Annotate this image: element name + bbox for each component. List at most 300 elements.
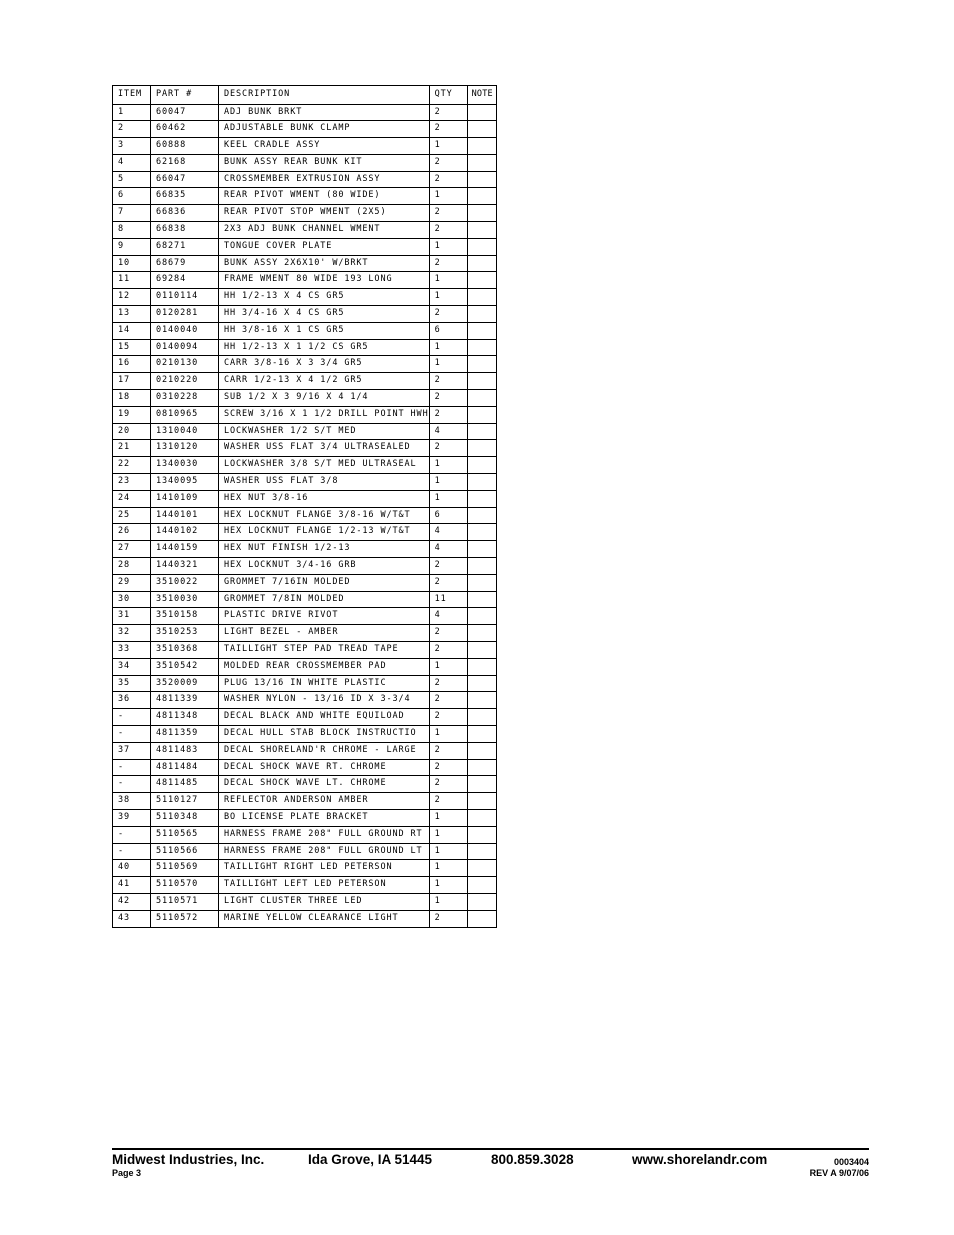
cell-item: 7 xyxy=(113,205,151,222)
cell-description: BO LICENSE PLATE BRACKET xyxy=(219,809,430,826)
cell-item: 11 xyxy=(113,272,151,289)
cell-note xyxy=(467,457,496,474)
table-row xyxy=(113,524,497,541)
cell-description: DECAL BLACK AND WHITE EQUILOAD xyxy=(219,709,430,726)
cell-qty: 2 xyxy=(429,574,467,591)
cell-item: 34 xyxy=(113,658,151,675)
table-row xyxy=(113,877,497,894)
table-row xyxy=(113,809,497,826)
cell-description: HH 1/2-13 X 1 1/2 CS GR5 xyxy=(219,339,430,356)
cell-note xyxy=(467,423,496,440)
cell-description: TONGUE COVER PLATE xyxy=(219,238,430,255)
cell-item: 26 xyxy=(113,524,151,541)
cell-item: 30 xyxy=(113,591,151,608)
cell-part-number: 62168 xyxy=(151,154,219,171)
cell-description: HH 3/8-16 X 1 CS GR5 xyxy=(219,322,430,339)
cell-item: 41 xyxy=(113,877,151,894)
table-row xyxy=(113,860,497,877)
cell-qty: 2 xyxy=(429,692,467,709)
cell-item: 16 xyxy=(113,356,151,373)
cell-part-number: 3510022 xyxy=(151,574,219,591)
cell-qty: 2 xyxy=(429,390,467,407)
table-row xyxy=(113,440,497,457)
cell-description: HARNESS FRAME 208" FULL GROUND LT xyxy=(219,843,430,860)
cell-part-number: 1340095 xyxy=(151,474,219,491)
cell-part-number: 1440321 xyxy=(151,558,219,575)
cell-qty: 1 xyxy=(429,272,467,289)
cell-item: 42 xyxy=(113,893,151,910)
cell-item: 25 xyxy=(113,507,151,524)
cell-item: 33 xyxy=(113,642,151,659)
cell-part-number: 5110565 xyxy=(151,826,219,843)
cell-note xyxy=(467,356,496,373)
cell-part-number: 60888 xyxy=(151,138,219,155)
cell-description: GROMMET 7/8IN MOLDED xyxy=(219,591,430,608)
cell-qty: 2 xyxy=(429,406,467,423)
cell-note xyxy=(467,826,496,843)
table-row xyxy=(113,474,497,491)
cell-item: 32 xyxy=(113,625,151,642)
cell-note xyxy=(467,759,496,776)
cell-description: KEEL CRADLE ASSY xyxy=(219,138,430,155)
table-row xyxy=(113,843,497,860)
cell-note xyxy=(467,893,496,910)
cell-note xyxy=(467,306,496,323)
cell-part-number: 60462 xyxy=(151,121,219,138)
table-row xyxy=(113,171,497,188)
cell-item: 23 xyxy=(113,474,151,491)
cell-item: 3 xyxy=(113,138,151,155)
cell-note xyxy=(467,675,496,692)
cell-note xyxy=(467,591,496,608)
cell-qty: 1 xyxy=(429,356,467,373)
cell-description: MARINE YELLOW CLEARANCE LIGHT xyxy=(219,910,430,927)
cell-qty: 2 xyxy=(429,558,467,575)
cell-qty: 4 xyxy=(429,541,467,558)
cell-note xyxy=(467,877,496,894)
cell-description: GROMMET 7/16IN MOLDED xyxy=(219,574,430,591)
table-row xyxy=(113,390,497,407)
cell-qty: 2 xyxy=(429,625,467,642)
cell-item: 13 xyxy=(113,306,151,323)
cell-qty: 2 xyxy=(429,121,467,138)
cell-item: - xyxy=(113,843,151,860)
cell-qty: 1 xyxy=(429,339,467,356)
table-row xyxy=(113,339,497,356)
cell-description: 2X3 ADJ BUNK CHANNEL WMENT xyxy=(219,222,430,239)
cell-note xyxy=(467,373,496,390)
cell-item: 2 xyxy=(113,121,151,138)
cell-item: 10 xyxy=(113,255,151,272)
cell-description: ADJ BUNK BRKT xyxy=(219,104,430,121)
cell-part-number: 66836 xyxy=(151,205,219,222)
cell-note xyxy=(467,171,496,188)
cell-part-number: 1410109 xyxy=(151,490,219,507)
cell-part-number: 1310040 xyxy=(151,423,219,440)
table-row xyxy=(113,490,497,507)
cell-part-number: 66047 xyxy=(151,171,219,188)
cell-qty: 2 xyxy=(429,759,467,776)
cell-description: HEX NUT FINISH 1/2-13 xyxy=(219,541,430,558)
cell-part-number: 3510158 xyxy=(151,608,219,625)
cell-item: 9 xyxy=(113,238,151,255)
table-row xyxy=(113,289,497,306)
cell-qty: 1 xyxy=(429,843,467,860)
table-row xyxy=(113,104,497,121)
cell-item: 31 xyxy=(113,608,151,625)
cell-qty: 2 xyxy=(429,154,467,171)
cell-note xyxy=(467,658,496,675)
cell-qty: 1 xyxy=(429,474,467,491)
cell-part-number: 3510368 xyxy=(151,642,219,659)
cell-part-number: 69284 xyxy=(151,272,219,289)
cell-part-number: 66838 xyxy=(151,222,219,239)
cell-item: 40 xyxy=(113,860,151,877)
cell-note xyxy=(467,255,496,272)
cell-qty: 1 xyxy=(429,658,467,675)
cell-item: - xyxy=(113,725,151,742)
cell-description: REAR PIVOT STOP WMENT (2X5) xyxy=(219,205,430,222)
cell-qty: 11 xyxy=(429,591,467,608)
cell-qty: 2 xyxy=(429,709,467,726)
cell-description: LOCKWASHER 1/2 S/T MED xyxy=(219,423,430,440)
cell-qty: 2 xyxy=(429,910,467,927)
cell-qty: 2 xyxy=(429,222,467,239)
cell-part-number: 0120281 xyxy=(151,306,219,323)
parts-table-header xyxy=(113,86,497,105)
table-row xyxy=(113,121,497,138)
cell-item: - xyxy=(113,776,151,793)
cell-item: 35 xyxy=(113,675,151,692)
cell-note xyxy=(467,608,496,625)
footer-divider xyxy=(112,1148,869,1150)
cell-description: LOCKWASHER 3/8 S/T MED ULTRASEAL xyxy=(219,457,430,474)
cell-qty: 2 xyxy=(429,255,467,272)
footer-doc-number: 0003404 xyxy=(833,1157,869,1167)
cell-note xyxy=(467,490,496,507)
cell-qty: 2 xyxy=(429,306,467,323)
cell-qty: 1 xyxy=(429,826,467,843)
footer-location: Ida Grove, IA 51445 xyxy=(308,1152,433,1167)
cell-note xyxy=(467,121,496,138)
cell-item: 19 xyxy=(113,406,151,423)
cell-item: - xyxy=(113,826,151,843)
cell-item: 29 xyxy=(113,574,151,591)
cell-qty: 1 xyxy=(429,893,467,910)
table-row xyxy=(113,205,497,222)
table-row xyxy=(113,255,497,272)
table-row xyxy=(113,826,497,843)
cell-description: PLASTIC DRIVE RIVOT xyxy=(219,608,430,625)
cell-description: HEX NUT 3/8-16 xyxy=(219,490,430,507)
cell-description: HARNESS FRAME 208" FULL GROUND RT xyxy=(219,826,430,843)
cell-part-number: 0140094 xyxy=(151,339,219,356)
cell-note xyxy=(467,339,496,356)
parts-table-body xyxy=(113,104,497,927)
cell-description: HEX LOCKNUT FLANGE 3/8-16 W/T&T xyxy=(219,507,430,524)
table-row xyxy=(113,507,497,524)
cell-qty: 1 xyxy=(429,188,467,205)
cell-qty: 2 xyxy=(429,171,467,188)
cell-description: CARR 3/8-16 X 3 3/4 GR5 xyxy=(219,356,430,373)
cell-note xyxy=(467,809,496,826)
cell-description: SUB 1/2 X 3 9/16 X 4 1/4 xyxy=(219,390,430,407)
cell-part-number: 5110572 xyxy=(151,910,219,927)
cell-description: WASHER USS FLAT 3/4 ULTRASEALED xyxy=(219,440,430,457)
cell-note xyxy=(467,541,496,558)
cell-part-number: 5110348 xyxy=(151,809,219,826)
cell-qty: 1 xyxy=(429,238,467,255)
cell-qty: 1 xyxy=(429,289,467,306)
cell-part-number: 1310120 xyxy=(151,440,219,457)
cell-qty: 2 xyxy=(429,440,467,457)
parts-list-table xyxy=(112,85,497,928)
cell-item: 22 xyxy=(113,457,151,474)
cell-qty: 6 xyxy=(429,507,467,524)
cell-note xyxy=(467,625,496,642)
cell-qty: 1 xyxy=(429,877,467,894)
cell-qty: 2 xyxy=(429,776,467,793)
cell-part-number: 5110570 xyxy=(151,877,219,894)
table-row xyxy=(113,910,497,927)
cell-qty: 1 xyxy=(429,860,467,877)
table-row xyxy=(113,322,497,339)
cell-description: BUNK ASSY REAR BUNK KIT xyxy=(219,154,430,171)
cell-item: 4 xyxy=(113,154,151,171)
cell-part-number: 0810965 xyxy=(151,406,219,423)
cell-part-number: 3510542 xyxy=(151,658,219,675)
table-row xyxy=(113,406,497,423)
header-description: DESCRIPTION xyxy=(219,86,430,105)
cell-part-number: 4811483 xyxy=(151,742,219,759)
footer-revision: REV A 9/07/06 xyxy=(809,1168,869,1178)
cell-description: LIGHT BEZEL - AMBER xyxy=(219,625,430,642)
cell-part-number: 66835 xyxy=(151,188,219,205)
cell-note xyxy=(467,104,496,121)
cell-item: 14 xyxy=(113,322,151,339)
cell-part-number: 1440102 xyxy=(151,524,219,541)
cell-item: 1 xyxy=(113,104,151,121)
cell-description: CARR 1/2-13 X 4 1/2 GR5 xyxy=(219,373,430,390)
cell-part-number: 1340030 xyxy=(151,457,219,474)
header-row xyxy=(113,86,497,105)
cell-part-number: 4811348 xyxy=(151,709,219,726)
cell-description: LIGHT CLUSTER THREE LED xyxy=(219,893,430,910)
cell-part-number: 0210130 xyxy=(151,356,219,373)
table-row xyxy=(113,457,497,474)
cell-part-number: 5110571 xyxy=(151,893,219,910)
cell-note xyxy=(467,843,496,860)
cell-description: TAILLIGHT RIGHT LED PETERSON xyxy=(219,860,430,877)
cell-note xyxy=(467,322,496,339)
cell-note xyxy=(467,440,496,457)
cell-qty: 1 xyxy=(429,457,467,474)
table-row xyxy=(113,238,497,255)
cell-note xyxy=(467,154,496,171)
cell-note xyxy=(467,860,496,877)
cell-qty: 2 xyxy=(429,675,467,692)
cell-description: REAR PIVOT WMENT (80 WIDE) xyxy=(219,188,430,205)
cell-item: 17 xyxy=(113,373,151,390)
table-row xyxy=(113,725,497,742)
cell-item: 6 xyxy=(113,188,151,205)
cell-item: - xyxy=(113,709,151,726)
cell-note xyxy=(467,390,496,407)
cell-note xyxy=(467,558,496,575)
table-row xyxy=(113,373,497,390)
table-row xyxy=(113,692,497,709)
cell-item: - xyxy=(113,759,151,776)
header-part-number: PART # xyxy=(151,86,219,105)
cell-note xyxy=(467,776,496,793)
cell-qty: 2 xyxy=(429,104,467,121)
cell-qty: 2 xyxy=(429,642,467,659)
table-row xyxy=(113,574,497,591)
footer-website: www.shorelandr.com xyxy=(632,1152,768,1167)
table-row xyxy=(113,541,497,558)
cell-qty: 2 xyxy=(429,793,467,810)
table-row xyxy=(113,222,497,239)
header-item: ITEM xyxy=(113,86,151,105)
cell-item: 20 xyxy=(113,423,151,440)
cell-part-number: 3520009 xyxy=(151,675,219,692)
cell-qty: 1 xyxy=(429,809,467,826)
header-qty: QTY xyxy=(429,86,467,105)
table-row xyxy=(113,742,497,759)
cell-part-number: 0140040 xyxy=(151,322,219,339)
table-row xyxy=(113,776,497,793)
table-row xyxy=(113,591,497,608)
cell-part-number: 4811339 xyxy=(151,692,219,709)
cell-description: PLUG 13/16 IN WHITE PLASTIC xyxy=(219,675,430,692)
cell-description: REFLECTOR ANDERSON AMBER xyxy=(219,793,430,810)
cell-note xyxy=(467,642,496,659)
cell-item: 12 xyxy=(113,289,151,306)
cell-note xyxy=(467,188,496,205)
cell-note xyxy=(467,289,496,306)
cell-description: TAILLIGHT LEFT LED PETERSON xyxy=(219,877,430,894)
cell-item: 36 xyxy=(113,692,151,709)
table-row xyxy=(113,356,497,373)
cell-note xyxy=(467,406,496,423)
table-row xyxy=(113,658,497,675)
cell-description: HEX LOCKNUT FLANGE 1/2-13 W/T&T xyxy=(219,524,430,541)
cell-item: 8 xyxy=(113,222,151,239)
cell-item: 21 xyxy=(113,440,151,457)
cell-item: 5 xyxy=(113,171,151,188)
cell-description: BUNK ASSY 2X6X10' W/BRKT xyxy=(219,255,430,272)
table-row xyxy=(113,558,497,575)
cell-note xyxy=(467,272,496,289)
cell-item: 24 xyxy=(113,490,151,507)
cell-qty: 4 xyxy=(429,524,467,541)
cell-note xyxy=(467,692,496,709)
cell-part-number: 0310228 xyxy=(151,390,219,407)
cell-part-number: 3510253 xyxy=(151,625,219,642)
cell-part-number: 68271 xyxy=(151,238,219,255)
table-row xyxy=(113,188,497,205)
cell-description: HEX LOCKNUT 3/4-16 GRB xyxy=(219,558,430,575)
table-row xyxy=(113,625,497,642)
cell-item: 43 xyxy=(113,910,151,927)
table-row xyxy=(113,306,497,323)
cell-description: WASHER NYLON - 13/16 ID X 3-3/4 xyxy=(219,692,430,709)
cell-qty: 1 xyxy=(429,138,467,155)
cell-note xyxy=(467,742,496,759)
cell-qty: 1 xyxy=(429,490,467,507)
cell-qty: 6 xyxy=(429,322,467,339)
table-row xyxy=(113,642,497,659)
table-row xyxy=(113,423,497,440)
cell-item: 18 xyxy=(113,390,151,407)
header-note: NOTE xyxy=(467,86,496,105)
cell-part-number: 5110566 xyxy=(151,843,219,860)
cell-part-number: 5110569 xyxy=(151,860,219,877)
cell-part-number: 5110127 xyxy=(151,793,219,810)
cell-description: ADJUSTABLE BUNK CLAMP xyxy=(219,121,430,138)
cell-description: HH 1/2-13 X 4 CS GR5 xyxy=(219,289,430,306)
cell-note xyxy=(467,205,496,222)
cell-part-number: 1440159 xyxy=(151,541,219,558)
cell-item: 39 xyxy=(113,809,151,826)
table-row xyxy=(113,759,497,776)
cell-part-number: 68679 xyxy=(151,255,219,272)
cell-note xyxy=(467,725,496,742)
cell-item: 37 xyxy=(113,742,151,759)
cell-part-number: 4811485 xyxy=(151,776,219,793)
cell-note xyxy=(467,138,496,155)
cell-qty: 2 xyxy=(429,205,467,222)
cell-part-number: 1440101 xyxy=(151,507,219,524)
cell-note xyxy=(467,709,496,726)
cell-note xyxy=(467,474,496,491)
cell-note xyxy=(467,574,496,591)
table-row xyxy=(113,793,497,810)
footer-phone: 800.859.3028 xyxy=(491,1152,574,1167)
cell-description: DECAL SHORELAND'R CHROME - LARGE xyxy=(219,742,430,759)
cell-description: CROSSMEMBER EXTRUSION ASSY xyxy=(219,171,430,188)
cell-note xyxy=(467,507,496,524)
cell-item: 28 xyxy=(113,558,151,575)
cell-item: 38 xyxy=(113,793,151,810)
cell-note xyxy=(467,793,496,810)
cell-description: HH 3/4-16 X 4 CS GR5 xyxy=(219,306,430,323)
cell-item: 27 xyxy=(113,541,151,558)
cell-qty: 2 xyxy=(429,742,467,759)
cell-part-number: 4811484 xyxy=(151,759,219,776)
footer-page-number: Page 3 xyxy=(112,1168,142,1178)
cell-qty: 4 xyxy=(429,608,467,625)
footer-company: Midwest Industries, Inc. xyxy=(112,1152,265,1167)
cell-description: DECAL SHOCK WAVE RT. CHROME xyxy=(219,759,430,776)
cell-item: 15 xyxy=(113,339,151,356)
table-row xyxy=(113,154,497,171)
cell-description: DECAL SHOCK WAVE LT. CHROME xyxy=(219,776,430,793)
cell-part-number: 0210220 xyxy=(151,373,219,390)
cell-note xyxy=(467,910,496,927)
cell-part-number: 3510030 xyxy=(151,591,219,608)
cell-description: WASHER USS FLAT 3/8 xyxy=(219,474,430,491)
cell-qty: 2 xyxy=(429,373,467,390)
cell-description: SCREW 3/16 X 1 1/2 DRILL POINT HWH xyxy=(219,406,430,423)
cell-description: MOLDED REAR CROSSMEMBER PAD xyxy=(219,658,430,675)
cell-part-number: 4811359 xyxy=(151,725,219,742)
table-row xyxy=(113,893,497,910)
cell-note xyxy=(467,222,496,239)
cell-qty: 1 xyxy=(429,725,467,742)
cell-description: FRAME WMENT 80 WIDE 193 LONG xyxy=(219,272,430,289)
cell-qty: 4 xyxy=(429,423,467,440)
